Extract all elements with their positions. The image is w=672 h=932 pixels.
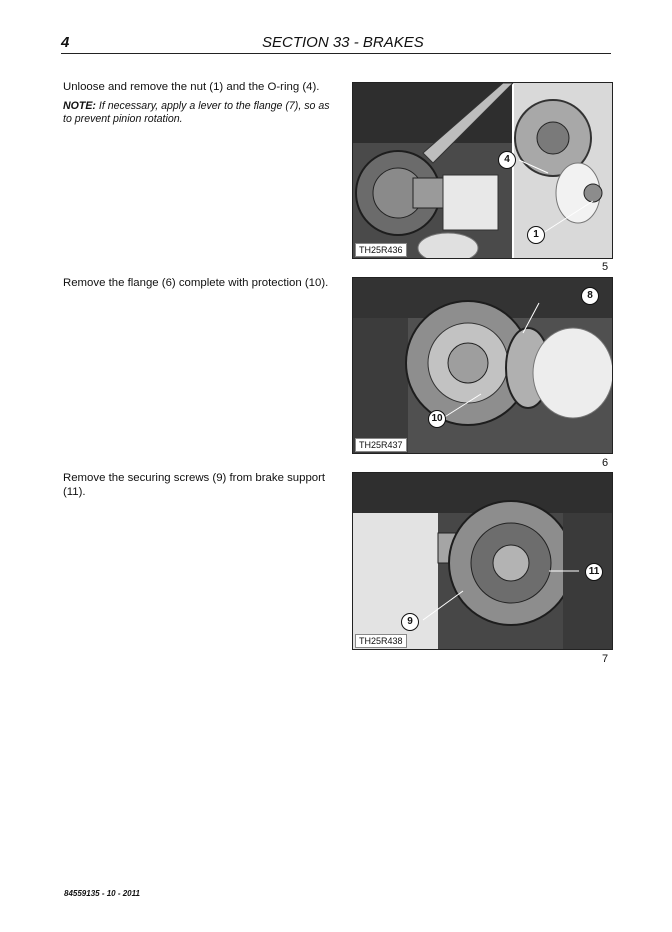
callout-4: 4 (498, 151, 516, 169)
callout-11: 11 (585, 563, 603, 581)
photo-figure-5 (352, 82, 613, 259)
page-number: 4 (61, 34, 70, 51)
note-label: NOTE: (63, 100, 96, 112)
step-1-text-block (63, 80, 335, 126)
callout-8: 8 (581, 287, 599, 305)
step-1-instruction: Unloose and remove the nut (1) and the O-ring (4). (63, 81, 320, 93)
callout-1: 1 (527, 226, 545, 244)
step-3-text-block (63, 471, 335, 499)
photo-code: TH25R437 (355, 438, 407, 452)
callout-9: 9 (401, 613, 419, 631)
figure-number: 7 (602, 653, 609, 665)
step-3-instruction: Remove the securing screws (9) from brake support (11). (63, 472, 326, 498)
figure-number: 6 (602, 457, 609, 469)
section-title: SECTION 33 - BRAKES (262, 34, 424, 51)
photo-code: TH25R438 (355, 634, 407, 648)
note-text: If necessary, apply a lever to the flange (7), so as to prevent pinion rotation. (63, 100, 330, 125)
photo-figure-6 (352, 277, 613, 454)
figure-number: 5 (602, 261, 609, 273)
step-2-text-block (63, 276, 335, 290)
photo-code: TH25R436 (355, 243, 407, 257)
step-1-note (63, 100, 335, 126)
footer-doc-ref: 84559135 - 10 - 2011 (64, 889, 140, 898)
header-rule (61, 53, 611, 54)
photo-figure-7 (352, 472, 613, 650)
callout-10: 10 (428, 410, 446, 428)
step-2-instruction: Remove the flange (6) complete with protection (10). (63, 277, 329, 289)
